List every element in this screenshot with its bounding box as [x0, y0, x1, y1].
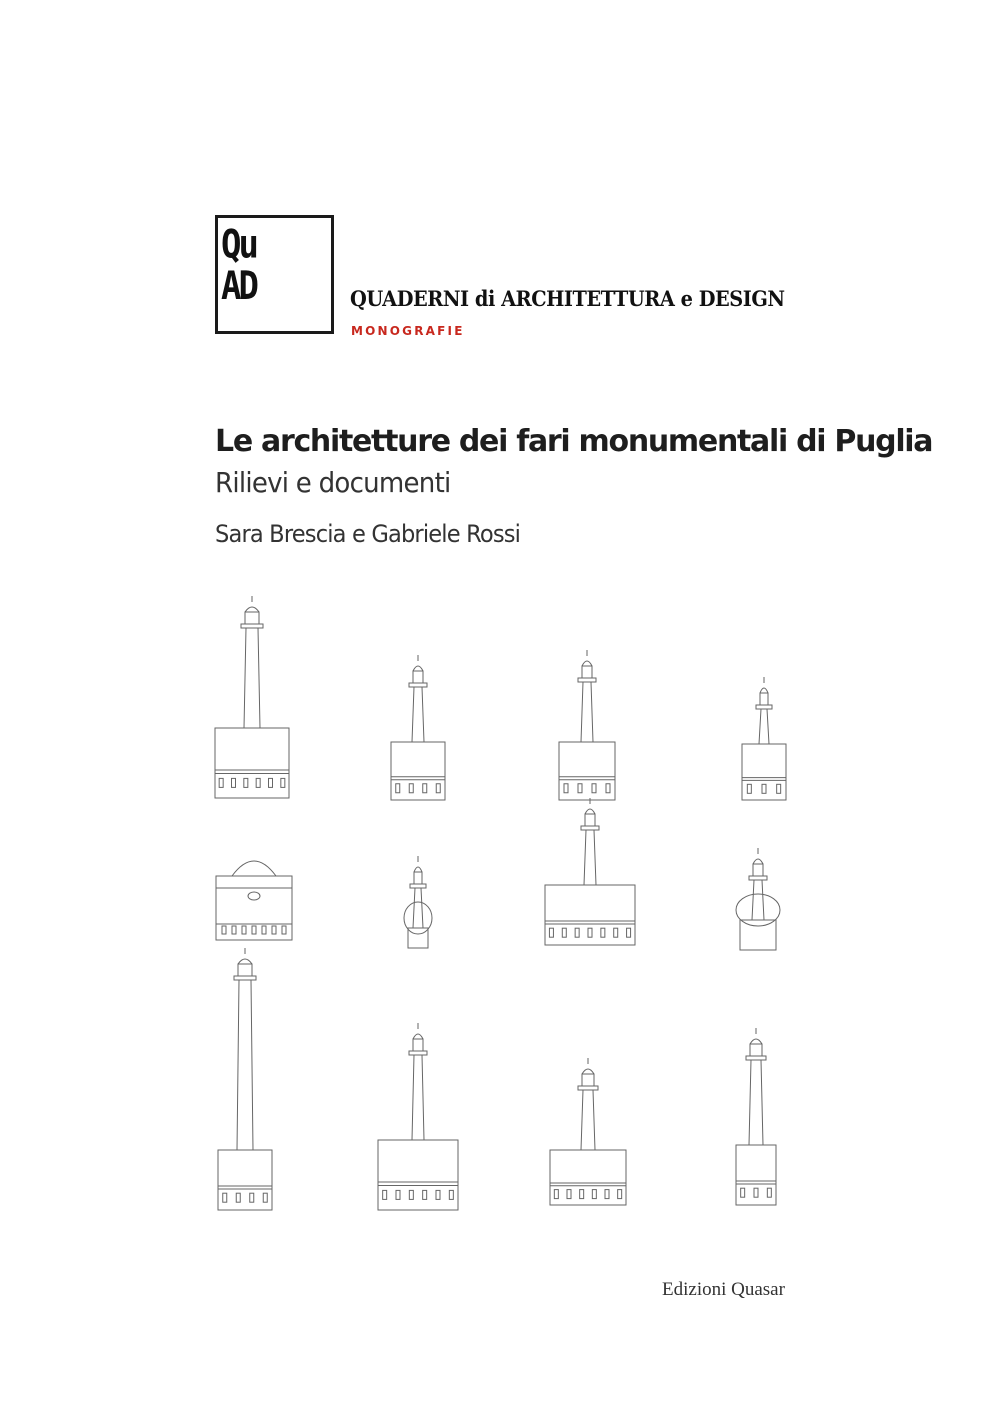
drawing-stroke: [409, 1190, 413, 1199]
drawing-stroke: [236, 1193, 240, 1202]
drawing-stroke: [567, 1190, 571, 1199]
drawing-stroke: [554, 1190, 558, 1199]
book-authors: Sara Brescia e Gabriele Rossi: [215, 520, 521, 548]
drawing-stroke: [578, 1086, 598, 1090]
lighthouse-drawing-9: [145, 890, 345, 1210]
drawing-stroke: [749, 876, 767, 880]
drawing-stroke: [736, 1145, 776, 1205]
lighthouse-drawing-12: [656, 885, 856, 1205]
drawing-stroke: [750, 1044, 762, 1056]
publisher-name: Edizioni Quasar: [662, 1279, 785, 1300]
drawing-stroke: [232, 861, 276, 876]
drawing-stroke: [753, 859, 763, 864]
drawing-stroke: [237, 980, 253, 1150]
drawing-stroke: [749, 1060, 763, 1145]
drawing-stroke: [582, 1074, 594, 1086]
drawing-stroke: [605, 1190, 609, 1199]
drawing-stroke: [238, 964, 252, 976]
drawing-stroke: [580, 1190, 584, 1199]
drawing-stroke: [584, 830, 596, 885]
drawing-stroke: [396, 1190, 400, 1199]
drawing-stroke: [581, 826, 599, 830]
logo-line-1: Qu: [221, 221, 256, 268]
drawing-stroke: [582, 1069, 594, 1074]
drawing-stroke: [414, 872, 422, 884]
drawing-stroke: [218, 1150, 272, 1210]
drawing-stroke: [423, 1190, 427, 1199]
drawing-stroke: [410, 884, 426, 888]
book-title: Le architetture dei fari monumentali di Puglia: [215, 424, 933, 459]
drawing-stroke: [753, 864, 763, 876]
drawing-stroke: [223, 1193, 227, 1202]
logo-line-2: AD: [221, 263, 256, 310]
drawing-stroke: [436, 1190, 440, 1199]
drawing-stroke: [592, 1190, 596, 1199]
book-subtitle: Rilievi e documenti: [215, 466, 451, 499]
drawing-stroke: [245, 607, 259, 612]
drawing-stroke: [413, 1039, 423, 1051]
drawing-stroke: [449, 1190, 453, 1199]
drawing-stroke: [741, 1188, 745, 1197]
drawing-stroke: [238, 959, 252, 964]
drawing-stroke: [585, 809, 595, 814]
drawing-stroke: [413, 1034, 423, 1039]
series-title: QUADERNI di ARCHITETTURA e DESIGN: [350, 286, 785, 311]
drawing-stroke: [550, 1150, 626, 1205]
drawing-stroke: [618, 1190, 622, 1199]
drawing-stroke: [412, 1055, 424, 1140]
drawing-stroke: [767, 1188, 771, 1197]
drawing-stroke: [383, 1190, 387, 1199]
drawing-stroke: [250, 1193, 254, 1202]
drawing-stroke: [746, 1056, 766, 1060]
drawing-stroke: [414, 867, 422, 872]
drawing-stroke: [581, 1090, 595, 1150]
drawing-stroke: [234, 976, 256, 980]
drawing-stroke: [750, 1039, 762, 1044]
series-subtitle: MONOGRAFIE: [351, 324, 465, 338]
drawing-stroke: [409, 1051, 427, 1055]
drawing-stroke: [263, 1193, 267, 1202]
drawing-stroke: [378, 1140, 458, 1210]
drawing-stroke: [754, 1188, 758, 1197]
drawing-stroke: [585, 814, 595, 826]
